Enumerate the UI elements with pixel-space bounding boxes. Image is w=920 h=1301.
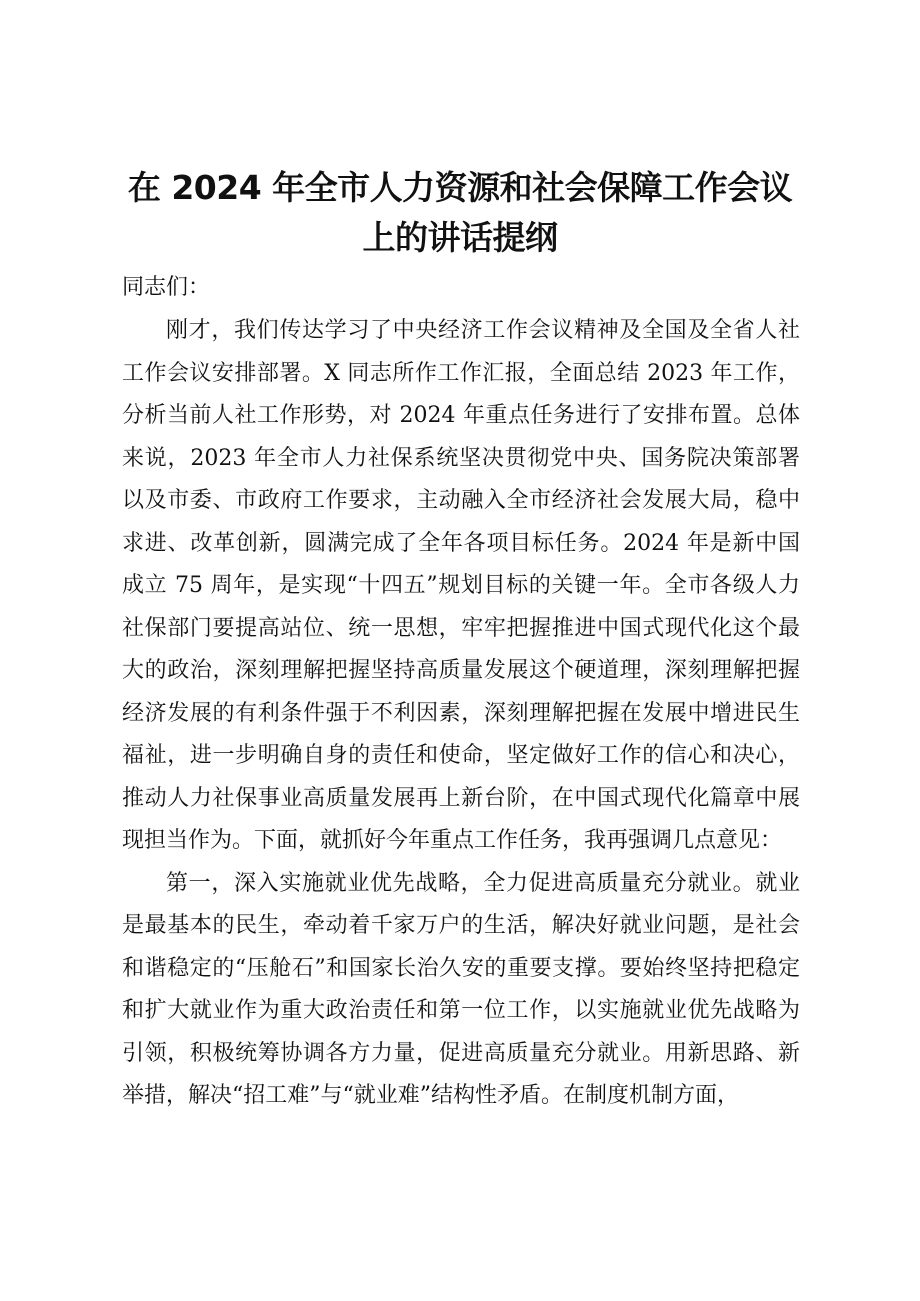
paragraph-2: 第一，深入实施就业优先战略，全力促进高质量充分就业。就业是最基本的民生，牵动着千家万户的生活，解决好就业问题，是社会和谐稳定的“压舱石”和国家长治久安的重要支撑。要始终坚持把稳定和扩大就业作为重大政治责任和第一位工作，以实施就业优先战略为引领，积极统筹协调各方力量，促进高质量充分就业。用新思路、新举措，解决“招工难”与“就业难”结构性矛盾。在制度机制方面， (122, 870, 800, 1108)
title-line-1: 在 2024 年全市人力资源和社会保障工作会议 (127, 168, 793, 207)
paragraph-1: 刚才，我们传达学习了中央经济工作会议精神及全国及全省人社工作会议安排部署。X 同志所作工作汇报，全面总结 2023 年工作，分析当前人社工作形势，对 2024 年重点任务进行了安排布置。总体来说，2023 年全市人力社保系统坚决贯彻党中央、国务院决策部署以及市委、市政府工作要求，主动融入全市经济社会发展大局，稳中求进、改革创新，圆满完成了全年各项目标任务。2024 年是新中国成立 75 周年，是实现“十四五”规划目标的关键一年。全市各级人力社保部门要提高站位、统一思想，牢牢把握推进中国式现代化这个最大的政治，深刻理解把握坚持高质量发展这个硬道理，深刻理解把握经济发展的有利条件强于不利因素，深刻理解把握在发展中增进民生福祉，进一步明确自身的责任和使命，坚定做好工作的信心和决心，推动人力社保事业高质量发展再上新台阶，在中国式现代化篇章中展现担当作为。下面，就抓好今年重点工作任务，我再强调几点意见： (122, 318, 800, 853)
document-body (122, 310, 800, 1118)
document-title (120, 163, 800, 263)
title-line-2: 上的讲话提纲 (362, 218, 558, 257)
salutation: 同志们： (122, 275, 211, 300)
